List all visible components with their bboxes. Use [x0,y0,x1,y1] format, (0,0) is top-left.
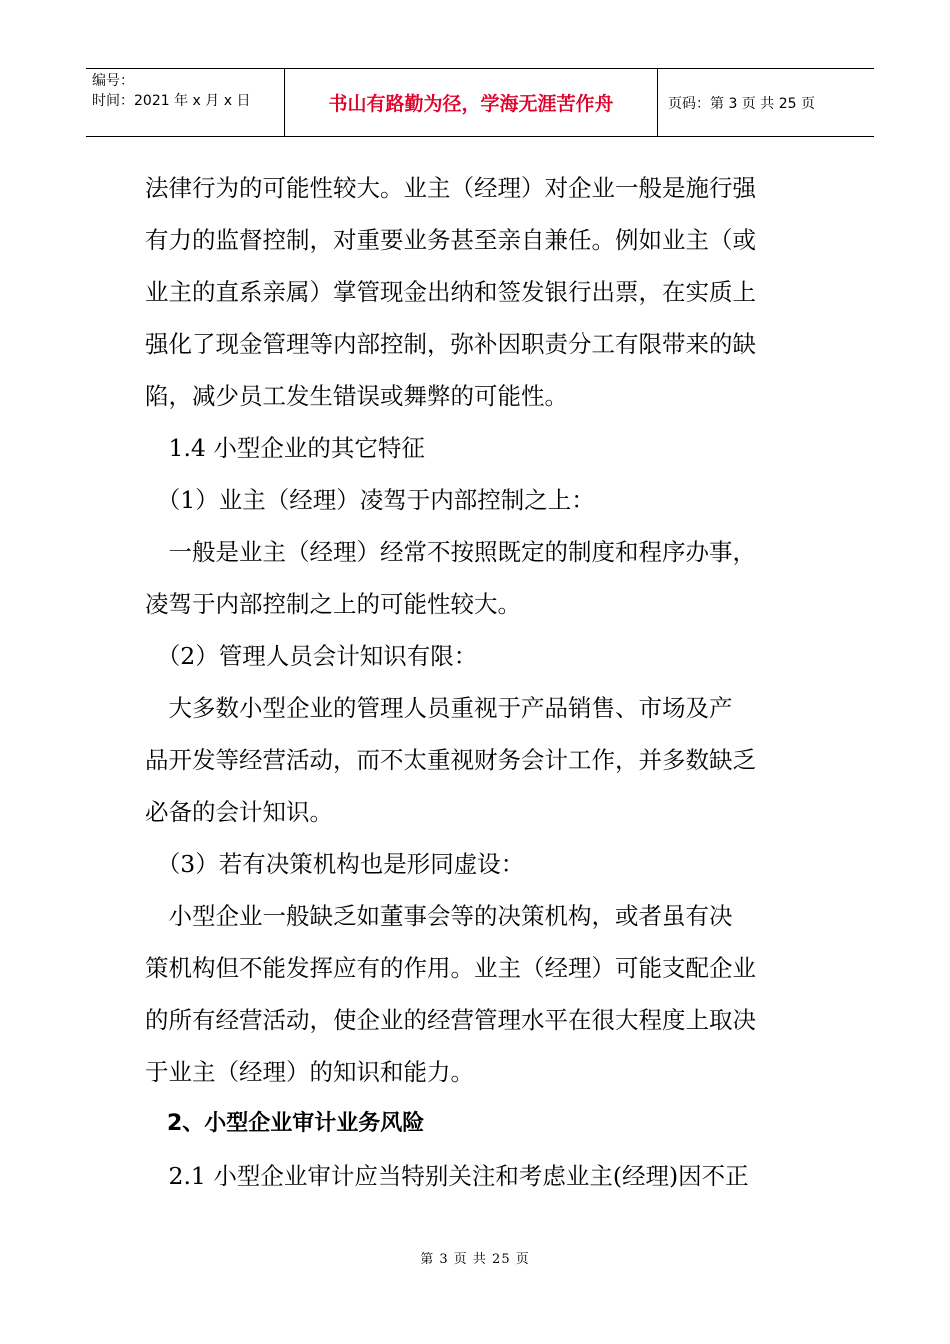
body-line: 策机构但不能发挥应有的作用。业主（经理）可能支配企业 [145,954,756,982]
header-page-info: 页码：第 3 页 共 25 页 [668,95,815,112]
subheading: （2）管理人员会计知识有限： [145,642,478,670]
body-line: 于业主（经理）的知识和能力。 [145,1058,474,1086]
body-line: 2.1 小型企业审计应当特别关注和考虑业主(经理)因不正 [145,1162,749,1190]
section-heading: 2、小型企业审计业务风险 [145,1111,425,1136]
body-line: 一般是业主（经理）经常不按照既定的制度和程序办事， [145,538,756,566]
subheading: （1）业主（经理）凌驾于内部控制之上： [145,486,595,514]
body-line: 必备的会计知识。 [145,798,333,826]
body-line: 小型企业一般缺乏如董事会等的决策机构，或者虽有决 [145,902,733,930]
page-footer: 第 3 页 共 25 页 [420,1252,530,1267]
header-meta [86,69,285,136]
page-header [86,68,874,137]
body-line: 大多数小型企业的管理人员重视于产品销售、市场及产 [145,694,733,722]
body-line: 法律行为的可能性较大。业主（经理）对企业一般是施行强 [145,174,756,202]
body-line: 强化了现金管理等内部控制，弥补因职责分工有限带来的缺 [145,330,756,358]
document-date: 时间：2021 年 x 月 x 日 [92,93,251,109]
body-line: 的所有经营活动，使企业的经营管理水平在很大程度上取决 [145,1006,756,1034]
body-line: 品开发等经营活动，而不太重视财务会计工作，并多数缺乏 [145,746,756,774]
subheading: （3）若有决策机构也是形同虚设： [145,850,525,878]
section-heading: 1.4 小型企业的其它特征 [145,434,425,462]
document-body [145,162,817,1202]
header-motto: 书山有路勤为径，学海无涯苦作舟 [285,69,658,136]
body-line: 有力的监督控制，对重要业务甚至亲自兼任。例如业主（或 [145,226,756,254]
body-line: 业主的直系亲属）掌管现金出纳和签发银行出票，在实质上 [145,278,756,306]
document-number-label: 编号： [92,73,134,89]
body-line: 凌驾于内部控制之上的可能性较大。 [145,590,521,618]
body-line: 陷，减少员工发生错误或舞弊的可能性。 [145,382,568,410]
